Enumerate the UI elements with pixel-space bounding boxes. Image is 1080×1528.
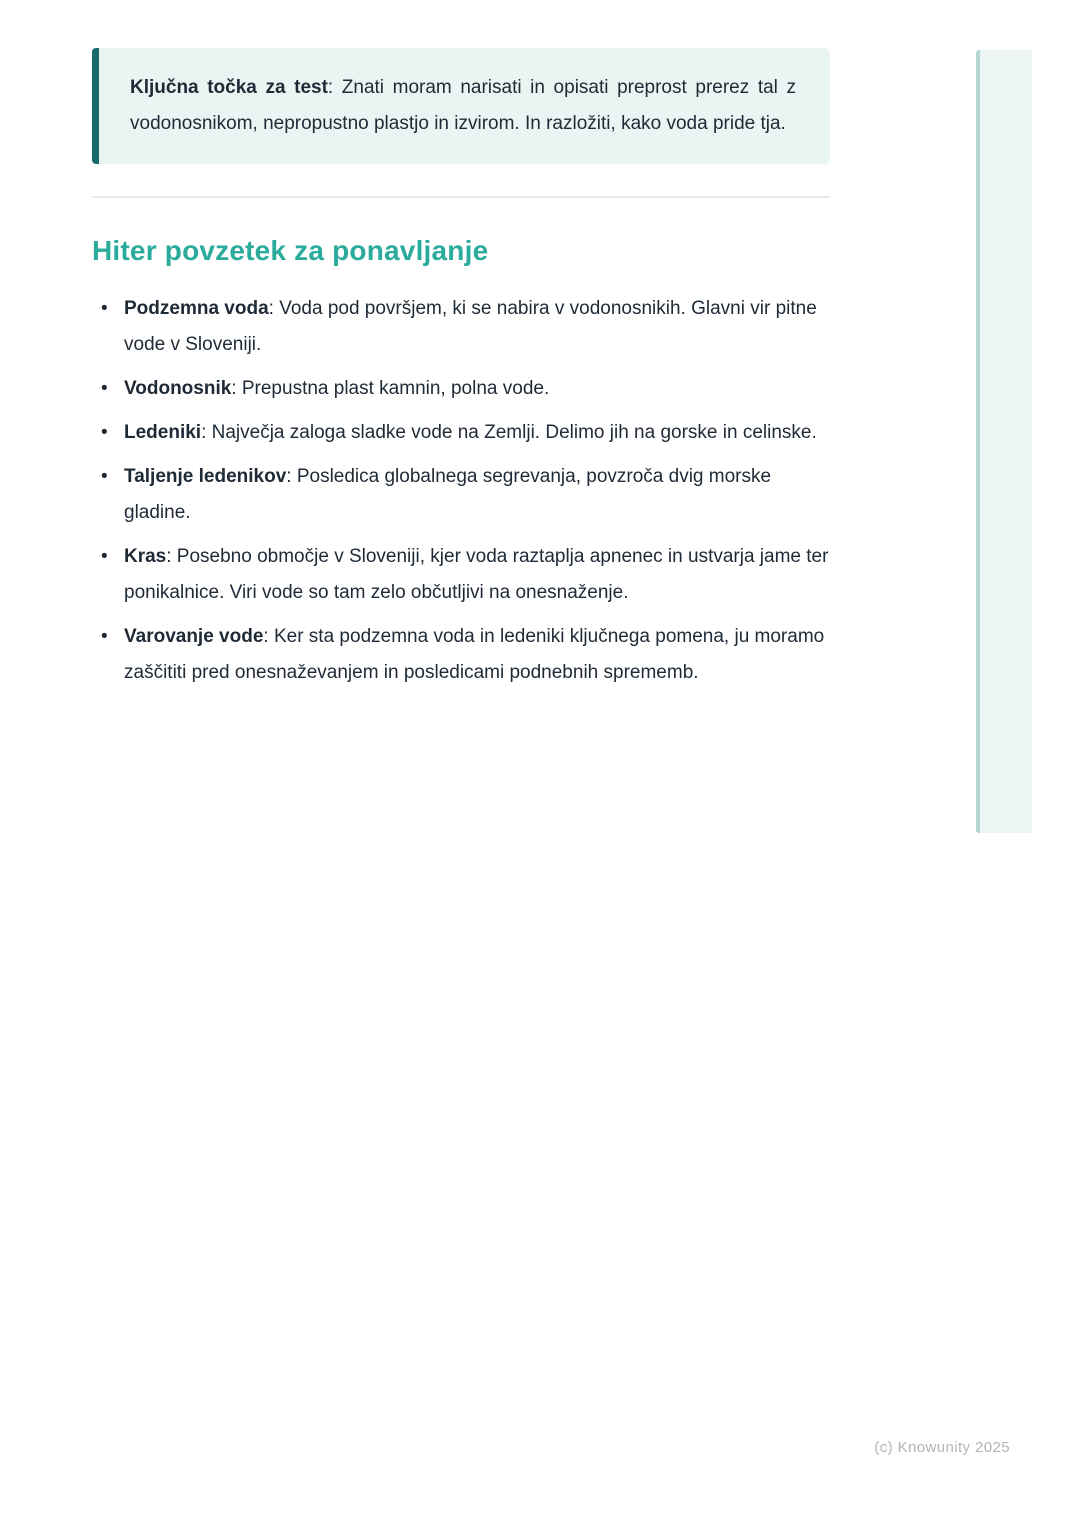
copyright-footer: (c) Knowunity 2025 [874, 1439, 1010, 1456]
list-item-term: Ledeniki [124, 422, 202, 443]
list-item-term: Varovanje vode [124, 626, 264, 647]
list-item-text: : Ker sta podzemna voda in ledeniki ključnega pomena, ju moramo zaščititi pred onesnaževanjem in posledicami podnebnih sprememb. [124, 626, 825, 683]
list-item-term: Kras [124, 546, 167, 567]
list-item [92, 415, 830, 451]
list-item-text: : Posledica globalnega segrevanja, povzroča dvig morske gladine. [124, 466, 772, 523]
list-item-text: : Največja zaloga sladke vode na Zemlji. Delimo jih na gorske in celinske. [201, 422, 817, 443]
callout-term: Ključna točka za test [130, 77, 328, 98]
list-item-term: Vodonosnik [124, 378, 232, 399]
list-item-text: : Prepustna plast kamnin, polna vode. [231, 378, 550, 399]
list-item-text: : Posebno območje v Sloveniji, kjer voda raztaplja apnenec in ustvarja jame ter ponikalnice. Viri vode so tam zelo občutljivi na onesnaženje. [124, 546, 829, 603]
list-item-text: : Voda pod površjem, ki se nabira v vodonosnikih. Glavni vir pitne vode v Sloveniji. [124, 298, 817, 355]
summary-list [92, 291, 830, 691]
list-item [92, 539, 830, 611]
list-item [92, 459, 830, 531]
list-item [92, 291, 830, 363]
key-point-callout [92, 48, 830, 164]
callout-body: : Znati moram narisati in opisati preprost prerez tal z vodonosnikom, nepropustno plastjo in izvirom. In razložiti, kako voda pride tja. [130, 77, 796, 134]
list-item [92, 371, 830, 407]
document-content [92, 0, 830, 699]
list-item [92, 619, 830, 691]
list-item-term: Podzemna voda [124, 298, 269, 319]
section-divider [92, 196, 830, 198]
next-page-preview[interactable] [976, 50, 1032, 833]
callout-text [130, 70, 796, 142]
list-item-term: Taljenje ledenikov [124, 466, 287, 487]
section-title: Hiter povzetek za ponavljanje [92, 235, 489, 266]
